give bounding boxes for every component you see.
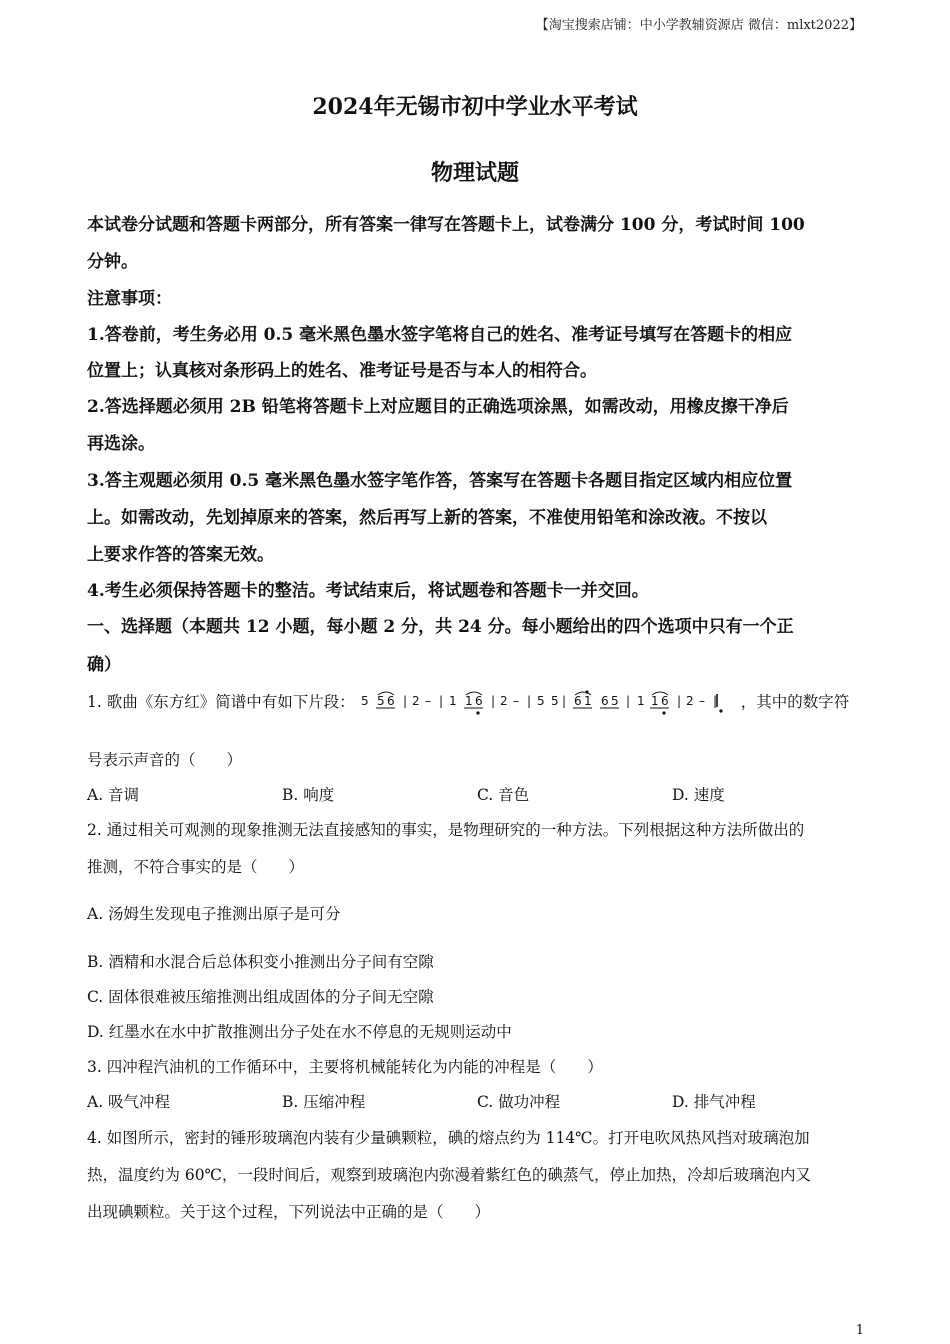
question-1-line-1 — [87, 688, 872, 718]
svg-text:–: – — [698, 694, 705, 708]
page-number: 1 — [855, 1323, 864, 1338]
svg-text:1: 1 — [650, 694, 659, 708]
notes-heading: 注意事项： — [87, 289, 172, 309]
header-note: 【淘宝搜索店铺：中小学教辅资源店 微信：mlxt2022】 — [535, 18, 862, 33]
svg-text:|: | — [526, 694, 531, 708]
question-1-options — [87, 783, 867, 805]
svg-text:|: | — [438, 694, 443, 708]
svg-text:6: 6 — [386, 694, 395, 708]
svg-text:6: 6 — [474, 694, 483, 708]
svg-text:1: 1 — [636, 694, 645, 708]
intro-line-2: 分钟。 — [87, 252, 138, 272]
svg-text:6: 6 — [600, 694, 609, 708]
question-1-option-c: C. 音色 — [477, 786, 530, 804]
note-3-line-3: 上要求作答的答案无效。 — [87, 545, 274, 565]
svg-text:2: 2 — [499, 694, 508, 708]
exam-title: 2024年无锡市初中学业水平考试 — [312, 94, 638, 120]
question-3-option-c: C. 做功冲程 — [477, 1093, 561, 1111]
section-1-heading-line-2: 确） — [87, 655, 121, 675]
question-4-line-2: 热，温度约为 60℃，一段时间后，观察到玻璃泡内弥漫着紫红色的碘蒸气，停止加热，冷却后玻璃泡内又 — [87, 1166, 811, 1184]
svg-text:6: 6 — [573, 694, 582, 708]
svg-text:–: – — [424, 694, 431, 708]
note-3-line-2: 上。如需改动，先划掉原来的答案，然后再写上新的答案，不准使用铅笔和涂改液。不按以 — [87, 508, 767, 528]
svg-text:6: 6 — [660, 694, 669, 708]
question-2-option-c: C. 固体很难被压缩推测出组成固体的分子间无空隙 — [87, 988, 434, 1006]
svg-text:5: 5 — [360, 694, 369, 708]
question-3-line-1: 3. 四冲程汽油机的工作循环中，主要将机械能转化为内能的冲程是（ ） — [87, 1058, 603, 1076]
music-notation-image — [359, 688, 737, 718]
question-2-line-1: 2. 通过相关可观测的现象推测无法直接感知的事实，是物理研究的一种方法。下列根据这种方法所做出的 — [87, 821, 805, 839]
question-3-options — [87, 1090, 867, 1112]
svg-text:5: 5 — [610, 694, 619, 708]
svg-text:1: 1 — [448, 694, 457, 708]
intro-line-1: 本试卷分试题和答题卡两部分，所有答案一律写在答题卡上，试卷满分 100 分，考试时间 100 — [87, 215, 805, 235]
question-2-option-b: B. 酒精和水混合后总体积变小推测出分子间有空隙 — [87, 953, 434, 971]
note-1-line-1: 1.答卷前，考生务必用 0.5 毫米黑色墨水签字笔将自己的姓名、准考证号填写在答题卡的相应 — [87, 325, 793, 345]
svg-text:5: 5 — [376, 694, 385, 708]
note-2-line-2: 再选涂。 — [87, 434, 155, 454]
svg-text:|: | — [625, 694, 630, 708]
question-2-option-a: A. 汤姆生发现电子推测出原子是可分 — [87, 905, 341, 923]
svg-text:|: | — [490, 694, 495, 708]
question-2-line-2: 推测，不符合事实的是（ ） — [87, 858, 305, 876]
svg-text:2: 2 — [411, 694, 420, 708]
note-1-line-2: 位置上；认真核对条形码上的姓名、准考证号是否与本人的相符合。 — [87, 361, 597, 381]
question-3-option-a: A. 吸气冲程 — [87, 1093, 171, 1111]
note-3-line-1: 3.答主观题必须用 0.5 毫米黑色墨水签字笔作答，答案写在答题卡各题目指定区域内相应位置 — [87, 471, 793, 491]
svg-text:5: 5 — [536, 694, 545, 708]
question-3-option-b: B. 压缩冲程 — [282, 1093, 366, 1111]
svg-text:5: 5 — [550, 694, 559, 708]
question-1-line-2: 号表示声音的（ ） — [87, 751, 243, 769]
note-4: 4.考生必须保持答题卡的整洁。考试结束后，将试题卷和答题卡一并交回。 — [87, 581, 649, 601]
svg-text:|: | — [676, 694, 681, 708]
note-2-line-1: 2.答选择题必须用 2B 铅笔将答题卡上对应题目的正确选项涂黑，如需改动，用橡皮擦干净后 — [87, 397, 789, 417]
question-4-line-3: 出现碘颗粒。关于这个过程，下列说法中正确的是（ ） — [87, 1203, 491, 1221]
svg-text:|: | — [402, 694, 407, 708]
question-3-option-d: D. 排气冲程 — [672, 1093, 756, 1111]
svg-text:|: | — [561, 694, 566, 708]
svg-text:2: 2 — [685, 694, 694, 708]
question-1-option-a: A. 音调 — [87, 786, 140, 804]
question-1-option-d: D. 速度 — [672, 786, 725, 804]
section-1-heading-line-1: 一、选择题（本题共 12 小题，每小题 2 分，共 24 分。每小题给出的四个选项中只有一个正 — [87, 617, 794, 637]
svg-text:–: – — [512, 694, 519, 708]
question-4-line-1: 4. 如图所示，密封的锤形玻璃泡内装有少量碘颗粒，碘的熔点约为 114℃。打开电吹风热风挡对玻璃泡加 — [87, 1129, 810, 1147]
question-1-prefix: 1. 歌曲《东方红》简谱中有如下片段： — [87, 693, 355, 711]
svg-text:1: 1 — [464, 694, 473, 708]
question-1-suffix: ，其中的数字符 — [740, 693, 850, 711]
question-1-option-b: B. 响度 — [282, 786, 335, 804]
question-2-option-d: D. 红墨水在水中扩散推测出分子处在水不停息的无规则运动中 — [87, 1023, 512, 1041]
subject-title: 物理试题 — [430, 160, 519, 186]
svg-text:1: 1 — [583, 694, 592, 708]
svg-text:|: | — [712, 694, 717, 708]
